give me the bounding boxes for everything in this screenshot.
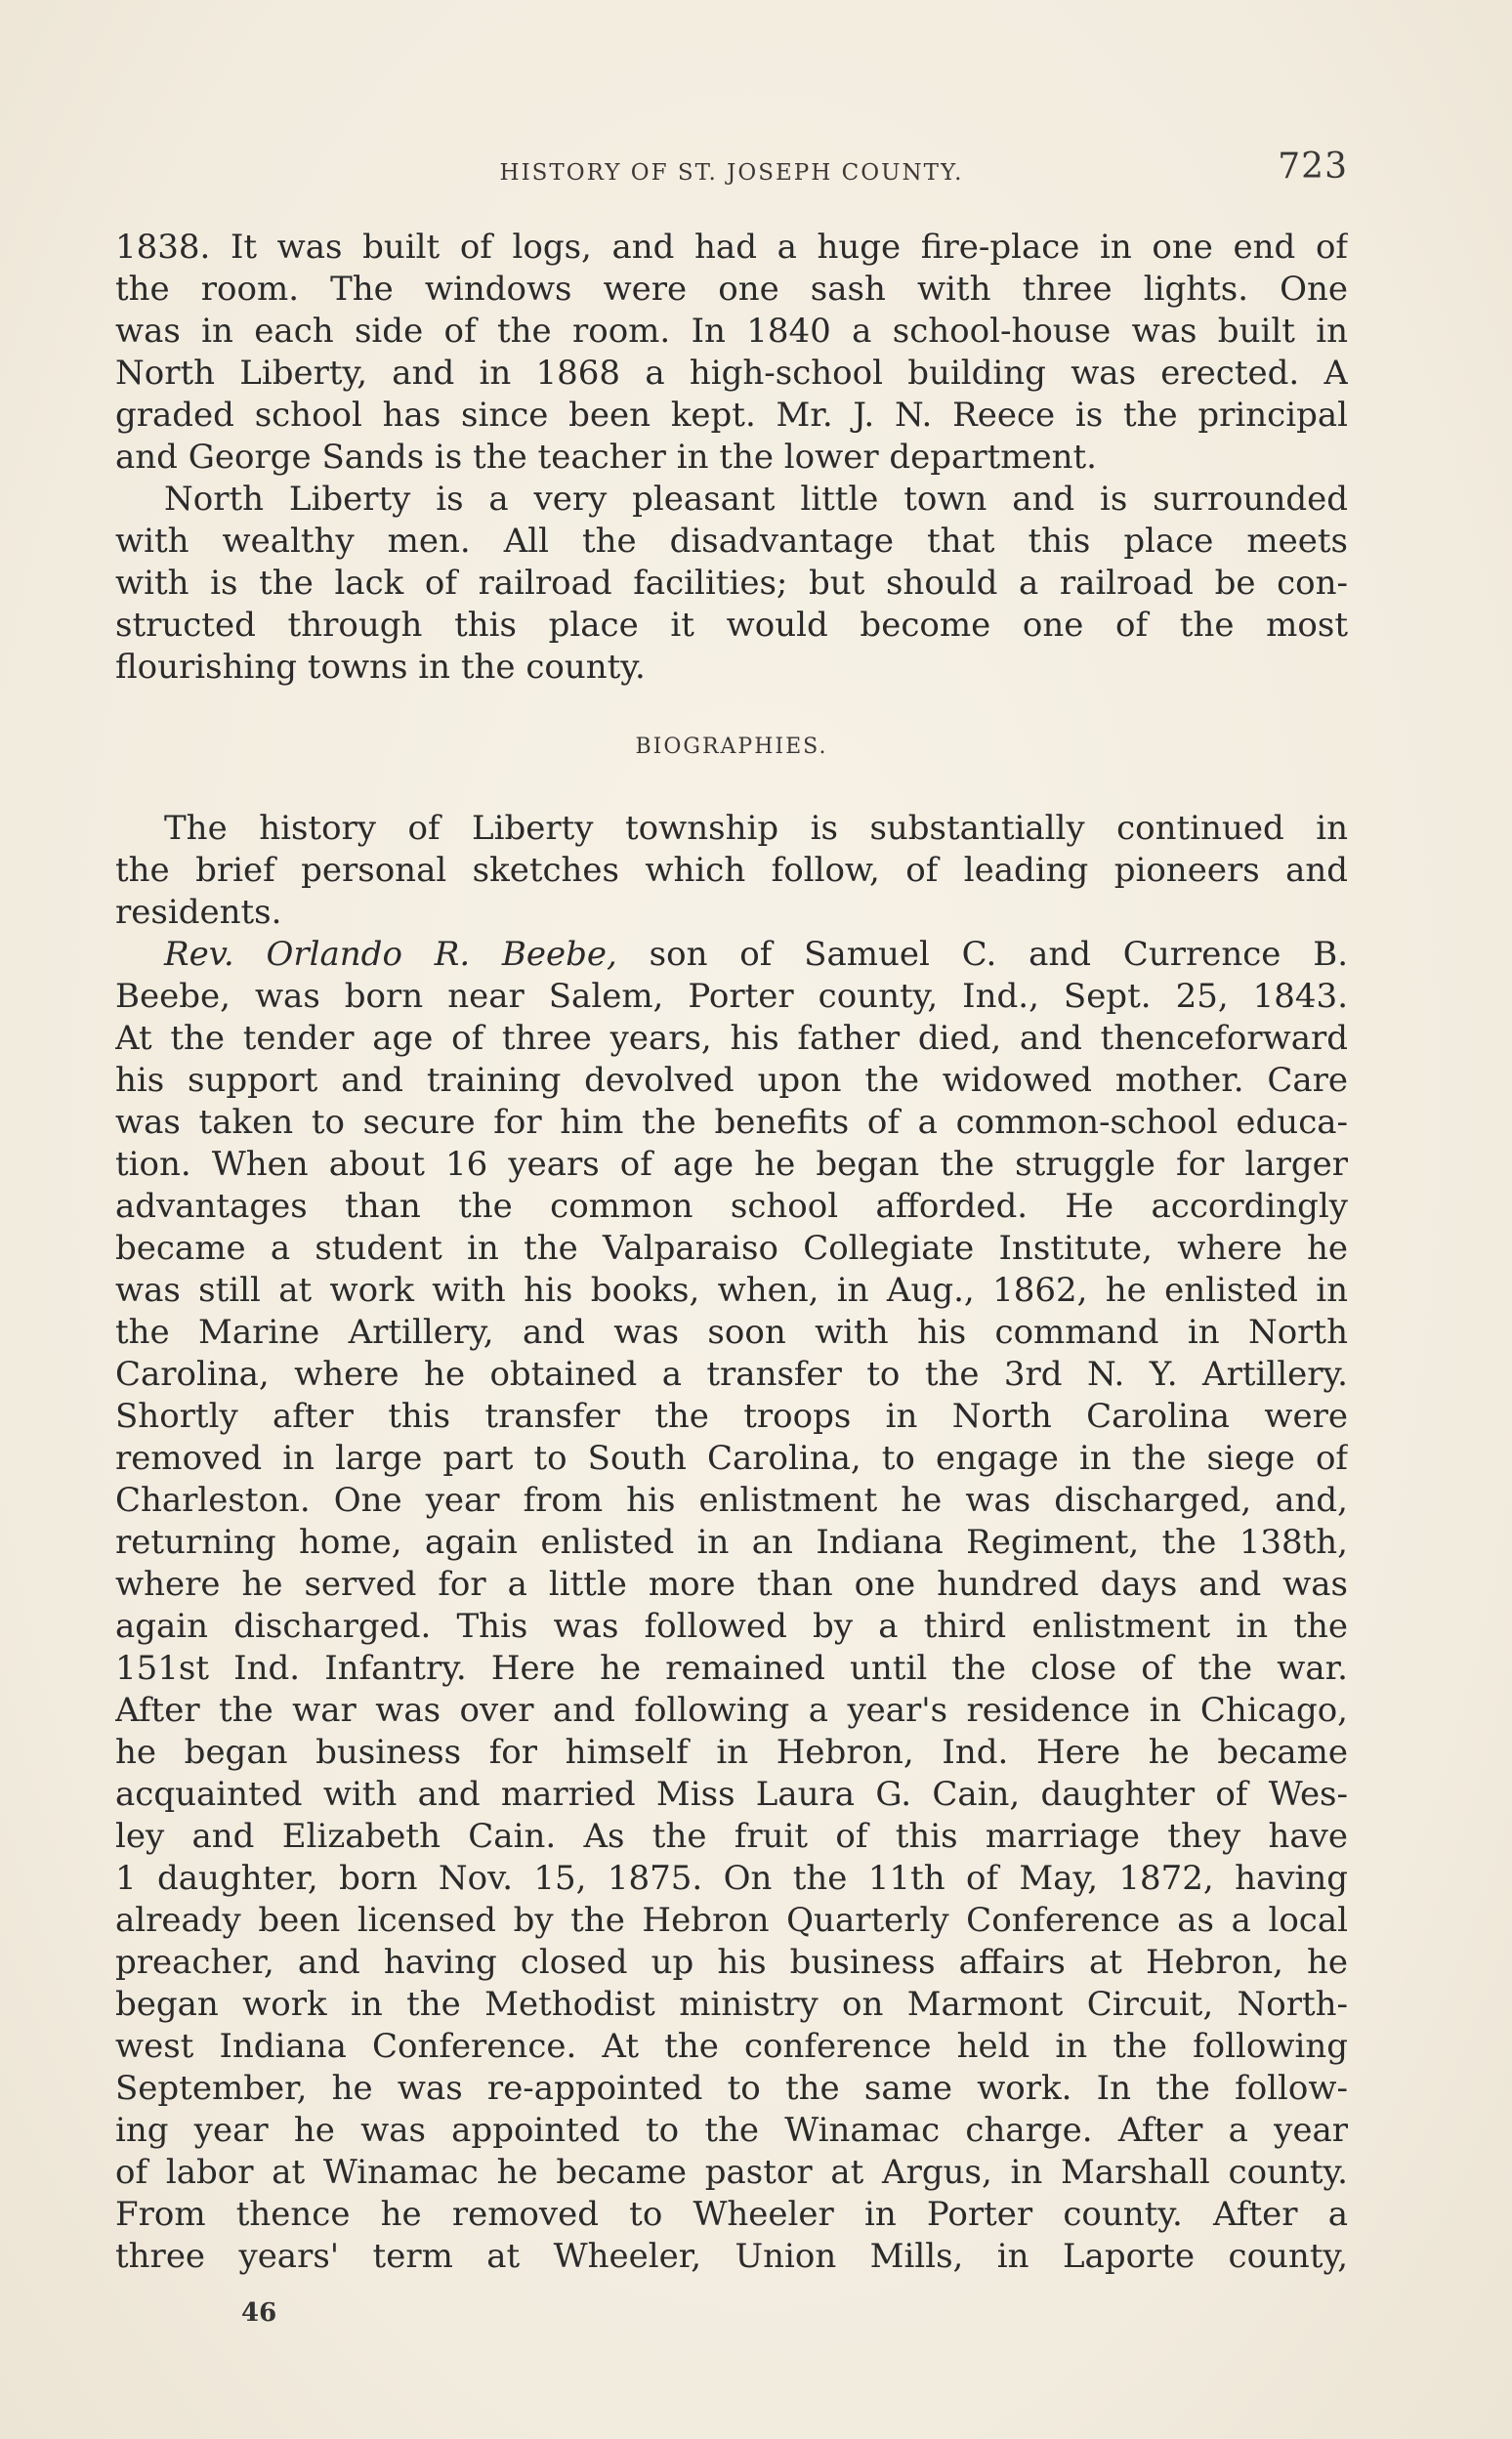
text-line: with wealthy men. All the disadvantage that this place meets bbox=[115, 522, 1348, 561]
text-line: with is the lack of railroad facilities; but should a railroad be con- bbox=[115, 564, 1348, 603]
section-heading: BIOGRAPHIES. bbox=[635, 735, 828, 759]
text-line: the brief personal sketches which follow, of leading pioneers and bbox=[115, 851, 1348, 890]
paragraph-north-liberty bbox=[115, 479, 1348, 689]
text-line: 1 daughter, born Nov. 15, 1875. On the 11th of May, 1872, having bbox=[115, 1859, 1348, 1898]
signature-mark: 46 bbox=[241, 2298, 277, 2328]
running-header bbox=[115, 147, 1348, 195]
text-line: September, he was re-appointed to the same work. In the follow- bbox=[115, 2069, 1348, 2108]
text-line: After the war was over and following a year's residence in Chicago, bbox=[115, 1691, 1348, 1730]
text-line: Carolina, where he obtained a transfer to the 3rd N. Y. Artillery. bbox=[115, 1355, 1348, 1394]
text-line: tion. When about 16 years of age he began the struggle for larger bbox=[115, 1145, 1348, 1184]
text-line: From thence he removed to Wheeler in Porter county. After a bbox=[115, 2195, 1348, 2234]
text-line: The history of Liberty township is substantially continued in bbox=[164, 809, 1348, 848]
text-line: residents. bbox=[115, 893, 282, 932]
text-line: Shortly after this transfer the troops in North Carolina were bbox=[115, 1397, 1348, 1436]
text-line: became a student in the Valparaiso Collegiate Institute, where he bbox=[115, 1229, 1348, 1268]
biography-beebe bbox=[115, 934, 1348, 2278]
text-line: North Liberty is a very pleasant little town and is surrounded bbox=[164, 480, 1348, 519]
paragraph-biographies-intro bbox=[115, 808, 1348, 934]
page-number: 723 bbox=[1278, 147, 1348, 187]
text-line: returning home, again enlisted in an Indiana Regiment, the 138th, bbox=[115, 1523, 1348, 1562]
paragraph-school-history bbox=[115, 227, 1348, 479]
text-line: 151st Ind. Infantry. Here he remained until the close of the war. bbox=[115, 1649, 1348, 1688]
text-line: was taken to secure for him the benefits of a common-school educa- bbox=[115, 1103, 1348, 1142]
text-line: was still at work with his books, when, in Aug., 1862, he enlisted in bbox=[115, 1271, 1348, 1310]
text-line: already been licensed by the Hebron Quarterly Conference as a local bbox=[115, 1901, 1348, 1940]
text-line: acquainted with and married Miss Laura G. Cain, daughter of Wes- bbox=[115, 1775, 1348, 1814]
biography-first-line bbox=[115, 934, 1348, 976]
text-line: preacher, and having closed up his business affairs at Hebron, he bbox=[115, 1943, 1348, 1982]
biography-name: Rev. Orlando R. Beebe, bbox=[164, 935, 617, 974]
text-line: his support and training devolved upon the widowed mother. Care bbox=[115, 1061, 1348, 1100]
text-line: advantages than the common school afforded. He accordingly bbox=[115, 1187, 1348, 1226]
text-line: At the tender age of three years, his father died, and thenceforward bbox=[115, 1019, 1348, 1058]
text-line: the room. The windows were one sash with three lights. One bbox=[115, 270, 1348, 309]
text-line: ley and Elizabeth Cain. As the fruit of this marriage they have bbox=[115, 1817, 1348, 1856]
text-line: and George Sands is the teacher in the lower department. bbox=[115, 438, 1097, 477]
running-title: HISTORY OF ST. JOSEPH COUNTY. bbox=[499, 160, 964, 186]
body-text bbox=[115, 227, 1348, 2278]
text-line: 1838. It was built of logs, and had a huge fire-place in one end of bbox=[115, 228, 1348, 267]
text-line: structed through this place it would become one of the most bbox=[115, 606, 1348, 645]
text-line: began work in the Methodist ministry on Marmont Circuit, North- bbox=[115, 1985, 1348, 2024]
text-line: west Indiana Conference. At the conference held in the following bbox=[115, 2027, 1348, 2066]
text-line: Charleston. One year from his enlistment he was discharged, and, bbox=[115, 1481, 1348, 1520]
text-line: three years' term at Wheeler, Union Mills, in Laporte county, bbox=[115, 2237, 1348, 2276]
text-line: graded school has since been kept. Mr. J. N. Reece is the principal bbox=[115, 396, 1348, 435]
text-line: flourishing towns in the county. bbox=[115, 648, 646, 687]
text-line: ing year he was appointed to the Winamac charge. After a year bbox=[115, 2111, 1348, 2150]
text-line: was in each side of the room. In 1840 a school-house was built in bbox=[115, 312, 1348, 351]
biography-first-line-text: son of Samuel C. and Currence B. bbox=[649, 935, 1348, 974]
text-line: Beebe, was born near Salem, Porter county, Ind., Sept. 25, 1843. bbox=[115, 977, 1348, 1016]
text-line: North Liberty, and in 1868 a high-school building was erected. A bbox=[115, 354, 1348, 393]
text-line: removed in large part to South Carolina, to engage in the siege of bbox=[115, 1439, 1348, 1478]
text-line: where he served for a little more than one hundred days and was bbox=[115, 1565, 1348, 1604]
text-line: again discharged. This was followed by a third enlistment in the bbox=[115, 1607, 1348, 1646]
text-line: he began business for himself in Hebron, Ind. Here he became bbox=[115, 1733, 1348, 1772]
text-line: the Marine Artillery, and was soon with his command in North bbox=[115, 1313, 1348, 1352]
text-line: of labor at Winamac he became pastor at Argus, in Marshall county. bbox=[115, 2153, 1348, 2192]
